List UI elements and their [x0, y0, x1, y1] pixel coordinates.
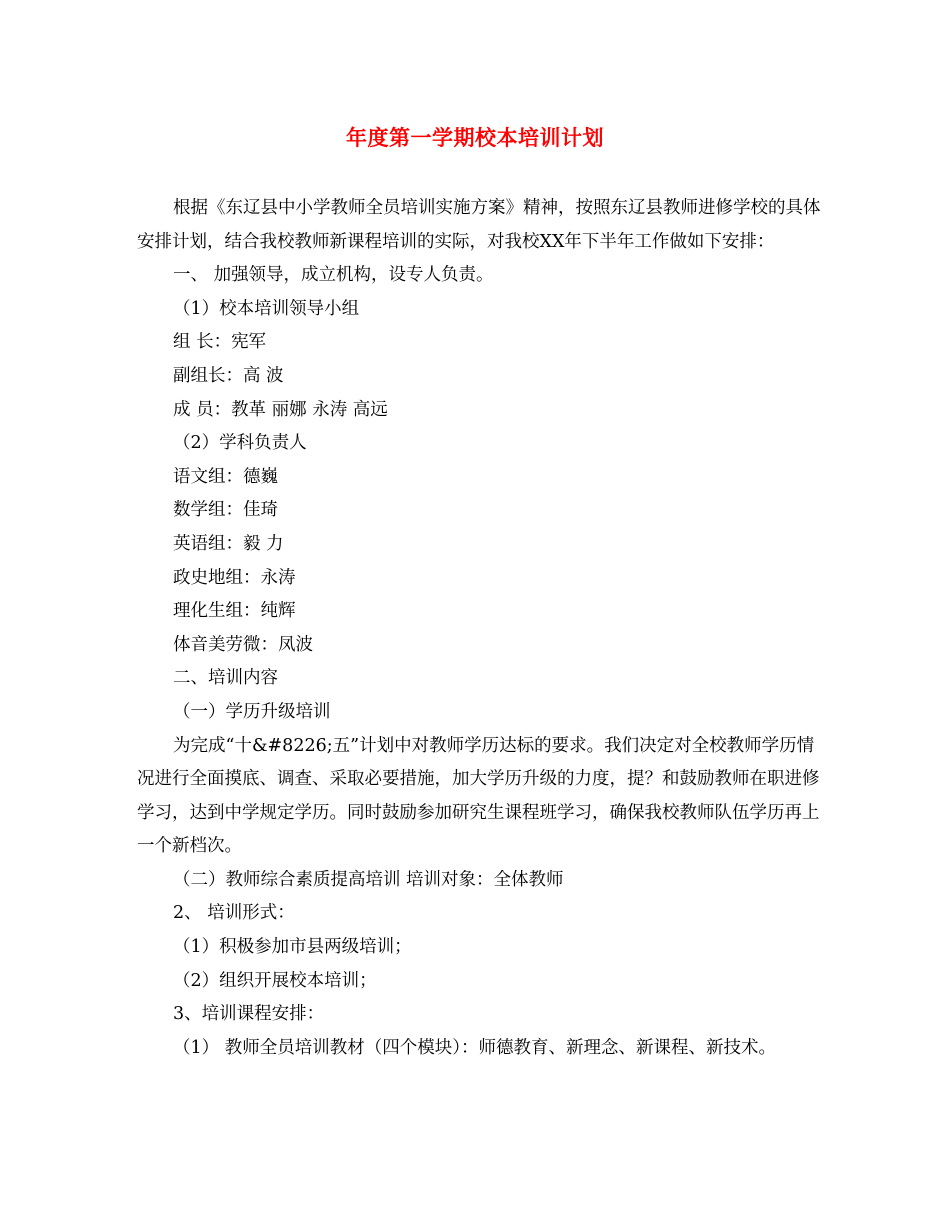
- document-title: 年度第一学期校本培训计划: [346, 125, 604, 150]
- subsection-quality-training: （二）教师综合素质提高培训 培训对象：全体教师: [173, 869, 564, 890]
- course-schedule-heading: 3、培训课程安排：: [173, 1004, 325, 1025]
- subsection-subject-heads: （2）学科负责人: [173, 433, 307, 454]
- training-form-heading: 2、 培训形式：: [173, 903, 295, 924]
- math-group-line: 数学组：佳琦: [173, 500, 278, 521]
- members-line: 成 员：教革 丽娜 永涛 高远: [173, 399, 388, 420]
- course-schedule-item-1: （1） 教师全员培训教材（四个模块）：师德教育、新理念、新课程、新技术。: [173, 1037, 776, 1058]
- leader-line: 组 长：宪军: [173, 332, 267, 353]
- science-group-line: 理化生组：纯辉: [173, 601, 296, 622]
- subsection-degree-upgrade: （一）学历升级培训: [173, 701, 331, 722]
- training-form-item-2: （2）组织开展校本培训；: [173, 970, 377, 991]
- chinese-group-line: 语文组：德巍: [173, 466, 278, 487]
- degree-paragraph: 为完成“十&#8226;五”计划中对教师学历达标的要求。我们决定对全校教师学历情况进行全面摸底、调查、采取必要措施，加大学历升级的力度，提？和鼓励教师在职进修学习，达到中学规定学历。同时鼓励参加研究生课程班学习，确保我校教师队伍学历再上一个新档次。: [137, 735, 820, 857]
- section-heading-1: 一、 加强领导，成立机构，设专人负责。: [173, 265, 494, 286]
- english-group-line: 英语组：毅 力: [173, 533, 284, 554]
- subsection-leadership-group: （1）校本培训领导小组: [173, 298, 360, 319]
- arts-pe-group-line: 体音美劳微：凤波: [173, 634, 313, 655]
- document-body: [137, 192, 827, 1065]
- training-form-item-1: （1）积极参加市县两级培训；: [173, 937, 412, 958]
- politics-history-geo-group-line: 政史地组：永涛: [173, 567, 296, 588]
- intro-paragraph: 根据《东辽县中小学教师全员培训实施方案》精神，按照东辽县教师进修学校的具体安排计划，结合我校教师新课程培训的实际，对我校XX年下半年工作做如下安排：: [137, 198, 821, 252]
- deputy-leader-line: 副组长：高 波: [173, 365, 284, 386]
- section-heading-2: 二、培训内容: [173, 668, 278, 689]
